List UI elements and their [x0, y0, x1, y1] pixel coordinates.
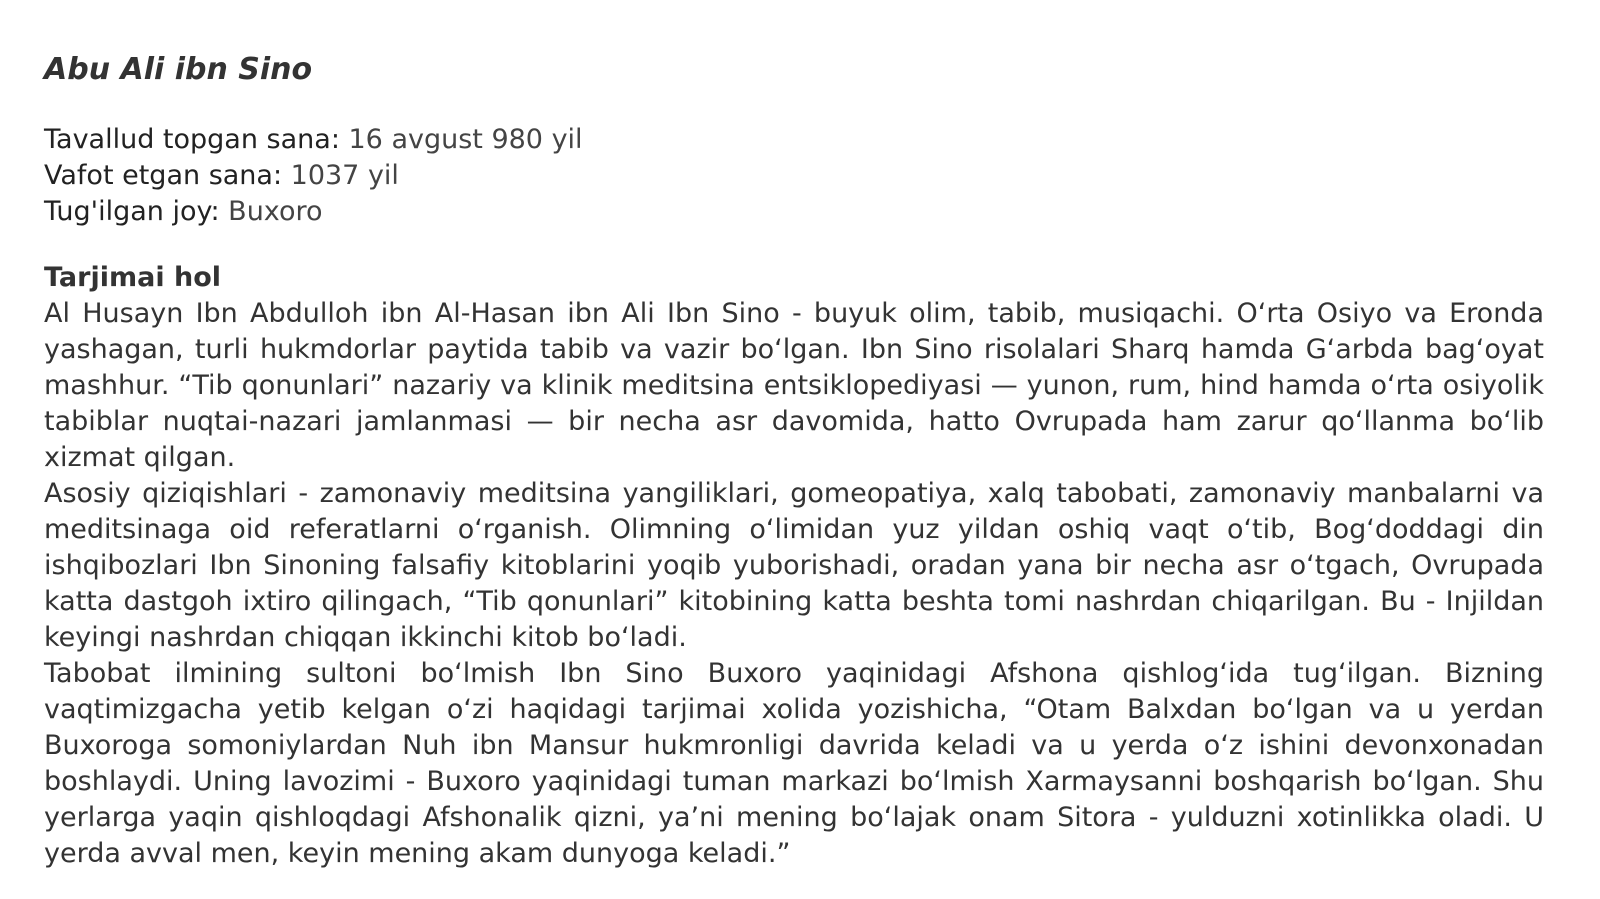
death-date-label: Vafot etgan sana:: [44, 160, 283, 191]
birth-date-value: 16 avgust 980 yil: [339, 124, 583, 155]
birthplace-row: [44, 194, 1544, 230]
biography-document: [44, 48, 1544, 872]
biography-paragraph-3: Tabobat ilmining sultoni bo‘lmish Ibn Sino Buxoro yaqinidagi Afshona qishlog‘ida tug‘ilgan. Bizning vaqtimizgacha yetib kelgan o‘zi haqidagi tarjimai xolida yozishicha, “Otam Balxdan bo‘lgan va u yerdan Buxoroga somoniylardan Nuh ibn Mansur hukmronligi davrida keladi va u yerda o‘z ishini devonxonadan boshlaydi. Uning lavozimi - Buxoro yaqinidagi tuman markazi bo‘lmish Xarmaysanni boshqarish bo‘lgan. Shu yerlarga yaqin qishloqdagi Afshonalik qizni, ya’ni mening bo‘lajak onam Sitora - yulduzni xotinlikka oladi. U yerda avval men, keyin mening akam dunyoga keladi.”: [44, 658, 1544, 869]
facts-block: [44, 122, 1544, 230]
section-title-biography: Tarjimai hol: [44, 262, 222, 293]
death-date-row: [44, 158, 1544, 194]
document-title: Abu Ali ibn Sino: [44, 52, 313, 87]
birth-date-label: Tavallud topgan sana:: [44, 124, 340, 155]
death-date-value: 1037 yil: [282, 160, 399, 191]
biography-paragraph-2: Asosiy qiziqishlari - zamonaviy meditsina yangiliklari, gomeopatiya, xalq tabobati, zamonaviy manbalarni va meditsinaga oid referatlarni o‘rganish. Olimning o‘limidan yuz yildan oshiq vaqt o‘tib, Bog‘doddagi din ishqibozlari Ibn Sinoning falsafiy kitoblarini yoqib yuborishadi, oradan yana bir necha asr o‘tgach, Ovrupada katta dastgoh ixtiro qilingach, “Tib qonunlari” kitobining katta beshta tomi nashrdan chiqarilgan. Bu - Injildan keyingi nashrdan chiqqan ikkinchi kitob bo‘ladi.: [44, 478, 1544, 653]
biography-paragraph-1: Al Husayn Ibn Abdulloh ibn Al-Hasan ibn Ali Ibn Sino - buyuk olim, tabib, musiqachi. O‘rta Osiyo va Eronda yashagan, turli hukmdorlar paytida tabib va vazir bo‘lgan. Ibn Sino risolalari Sharq hamda G‘arbda bag‘oyat mashhur. “Tib qonunlari” nazariy va klinik meditsina entsiklopediyasi — yunon, rum, hind hamda o‘rta osiyolik tabiblar nuqtai-nazari jamlanmasi — bir necha asr davomida, hatto Ovrupada ham zarur qo‘llanma bo‘lib xizmat qilgan.: [44, 298, 1544, 473]
birthplace-label: Tug'ilgan joy:: [44, 196, 220, 227]
birthplace-value: Buxoro: [219, 196, 323, 227]
birth-date-row: [44, 122, 1544, 158]
